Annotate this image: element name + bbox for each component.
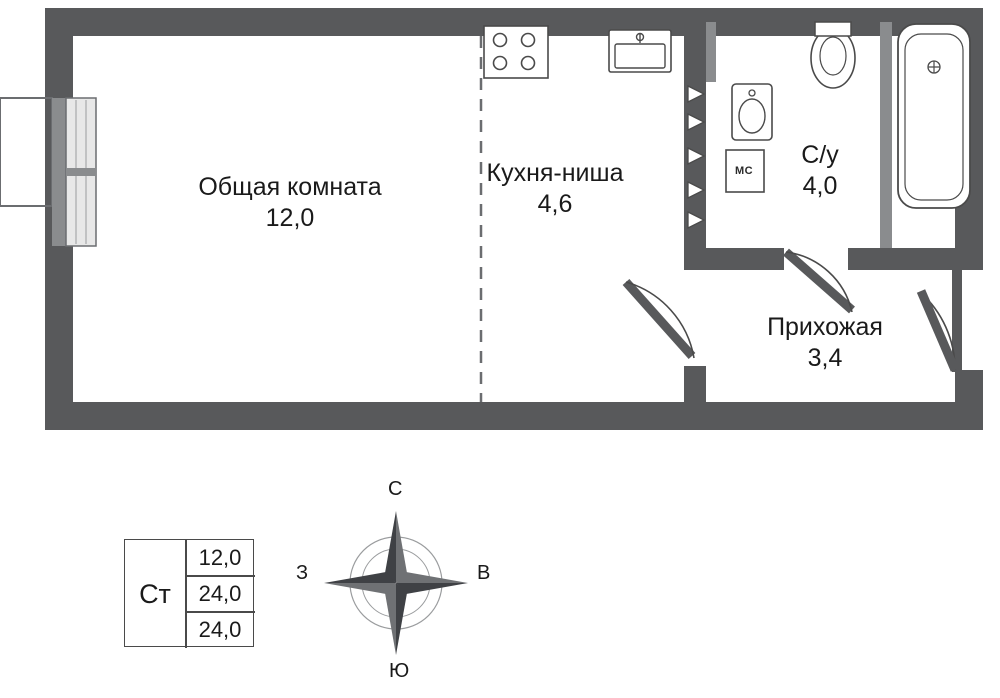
wall-right-lower [955, 370, 983, 430]
window-transom [66, 168, 96, 176]
bathroom-door-panel [786, 252, 852, 310]
room-area-living: 12,0 [265, 204, 315, 233]
window-frame-outer [52, 98, 66, 246]
compass-label-south: Ю [389, 660, 410, 682]
room-label-kitchen [455, 158, 655, 221]
legend-table [124, 539, 254, 647]
compass-point-w-bottom [324, 572, 396, 583]
wall-bottom [45, 402, 983, 430]
hall-door-panel [626, 282, 692, 356]
compass-point-e-top [396, 583, 468, 594]
room-name-kitchen: Кухня-ниша [486, 159, 624, 187]
room-name-living: Общая комната [198, 173, 382, 201]
compass-point-n-right [385, 511, 396, 583]
room-area-hall: 3,4 [807, 344, 843, 373]
legend-value-3: 24,0 [198, 617, 242, 642]
wall-kitchen-bath [684, 22, 706, 270]
wall-wc-bath-partition [880, 22, 892, 248]
stove-icon [484, 26, 548, 78]
compass-point-e-bottom [396, 572, 468, 583]
room-label-bathroom [760, 140, 880, 203]
compass-point-w-top [324, 583, 396, 594]
compass-rose [296, 478, 496, 688]
compass-label-east: В [477, 562, 491, 584]
room-area-kitchen: 4,6 [537, 190, 573, 219]
room-name-bathroom: С/у [801, 141, 839, 169]
washing-machine-label: МС [735, 165, 754, 177]
compass-point-s-right [385, 583, 396, 655]
bathtub-icon [898, 24, 970, 208]
balcony-outline [0, 98, 52, 206]
room-label-living [135, 172, 445, 235]
compass-point-s-left [396, 583, 407, 655]
legend-value-2: 24,0 [198, 581, 242, 606]
compass-label-west: З [296, 562, 309, 584]
legend-value-1: 12,0 [198, 545, 242, 570]
room-name-hall: Прихожая [767, 313, 883, 341]
compass-point-n-left [396, 511, 407, 583]
room-label-hall [735, 312, 915, 375]
wall-bath-bottom-right [848, 248, 983, 270]
compass-svg [296, 478, 496, 688]
compass-label-north: С [388, 478, 403, 500]
legend-type-label: Ст [139, 579, 171, 609]
entrance-door-panel [921, 291, 955, 370]
wall-bath-bottom-left [684, 248, 784, 270]
toilet-cistern [815, 22, 851, 36]
wall-hall-stub [684, 366, 706, 430]
washbasin-icon [732, 84, 772, 140]
wall-kitchen-nook [706, 22, 716, 82]
room-area-bathroom: 4,0 [802, 172, 838, 201]
